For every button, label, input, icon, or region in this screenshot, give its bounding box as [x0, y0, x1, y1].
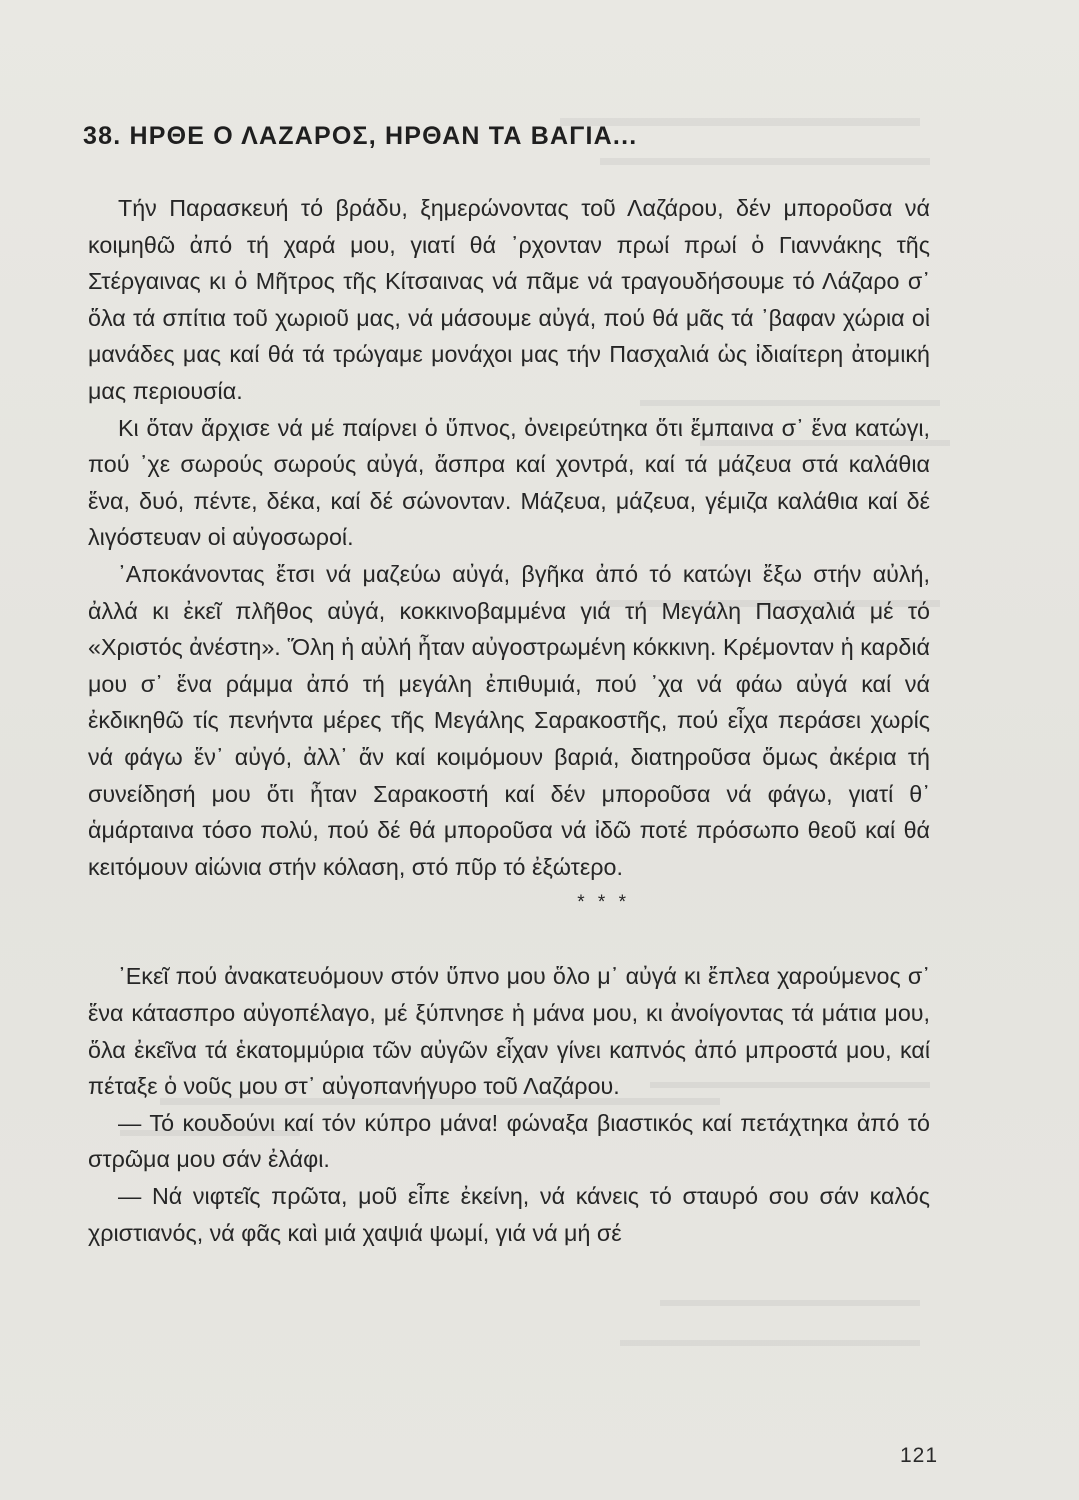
- dialogue-line-2: — Νά νιφτεῖς πρῶτα, μοῦ εἶπε ἐκείνη, νά κάνεις τό σταυρό σου σάν καλός χριστιανός, νά φᾶς καὶ μιά χαψιά ψωμί, γιά νά μή σέ: [88, 1183, 930, 1246]
- dialogue-line-1: — Τό κουδούνι καί τόν κύπρο μάνα! φώναξα βιαστικός καί πετάχτηκα ἀπό τό στρῶμα μου σάν ἐλάφι.: [88, 1109, 930, 1173]
- paragraph-3: ᾽Αποκάνοντας ἔτσι νά μαζεύω αὐγά, βγῆκα ἀπό τό κατώγι ἔξω στήν αὐλή, ἀλλά κι ἐκεῖ πλῆθος αὐγά, κοκκινοβαμμένα γιά τή Μεγάλη Πασχαλιά μέ τό «Χριστός ἀνέστη». Ὅλη ἡ αὐλή ἦταν αὐγοστρωμένη κόκκινη. Κρέμονταν ἡ καρδιά μου σ᾽ ἕνα ράμμα ἀπό τή μεγάλη ἐπιθυμιά, πού ᾽χα νά φάω αὐγά καί νά ἐκδικηθῶ τίς πενήντα μέρες τῆς Μεγάλης Σαρακοστῆς, πού εἶχα περάσει χωρίς νά φάγω ἕν᾽ αὐγό, ἀλλ᾽ ἄν καί κοιμόμουν βαριά, διατηροῦσα ὅμως ἀκέρια τή συνείδησή μου ὅτι ἦταν Σαρακοστή καί δέν μποροῦσα νά φάγω, γιατί θ᾽ ἁμάρταινα τόσο πολύ, πού δέ θά μποροῦσα νά ἰδῶ ποτέ πρόσωπο θεοῦ καί θά κειτόμουν αἰώνια στήν κόλαση, στό πῦρ τό ἐξώτερο.: [88, 560, 930, 880]
- page-number: 121: [900, 1444, 939, 1467]
- section-separator: * * *: [577, 892, 630, 914]
- paragraph-4: ᾽Εκεῖ πού ἀνακατευόμουν στόν ὕπνο μου ὅλο μ᾽ αὐγά κι ἔπλεα χαρούμενος σ᾽ ἕνα κάτασπρο αὐγοπέλαγο, μέ ξύπνησε ἡ μάνα μου, κι ἀνοίγοντας τά μάτια μου, ὅλα ἐκεῖνα τά ἑκατομμύρια τῶν αὐγῶν εἶχαν γίνει καπνός ἀπό μπροστά μου, καί πέταξε ὁ νοῦς μου στ᾽ αὐγοπανήγυρο τοῦ Λαζάρου.: [88, 963, 930, 1100]
- chapter-title: 38. ΗΡΘΕ Ο ΛΑΖΑΡΟΣ, ΗΡΘΑΝ ΤΑ ΒΑΓΙΑ...: [83, 122, 638, 150]
- paragraph-2: Κι ὅταν ἄρχισε νά μέ παίρνει ὁ ὕπνος, ὀνειρεύτηκα ὅτι ἔμπαινα σ᾽ ἕνα κατώγι, πού ᾽χε σωρούς σωρούς αὐγά, ἄσπρα καί χοντρά, καί τά μάζευα στά καλάθια ἕνα, δυό, πέντε, δέκα, καί δέ σώνονταν. Μάζευα, μάζευα, γέμιζα καλάθια καί δέ λιγόστευαν οἱ αὐγοσωροί.: [88, 414, 930, 551]
- body-text: [88, 190, 930, 1251]
- paragraph-1: Τήν Παρασκευή τό βράδυ, ξημερώνοντας τοῦ Λαζάρου, δέν μποροῦσα νά κοιμηθῶ ἀπό τή χαρά μου, γιατί θά ᾽ρχονταν πρωί πρωί ὁ Γιαννάκης τῆς Στέργαινας κι ὁ Μῆτρος τῆς Κίτσαινας νά πᾶμε νά τραγουδήσουμε τό Λάζαρο σ᾽ ὅλα τά σπίτια τοῦ χωριοῦ μας, νά μάσουμε αὐγά, πού θά μᾶς τά ᾽βαφαν χώρια οἱ μανάδες μας καί θά τά τρώγαμε μονάχοι μας τήν Πασχαλιά ὡς ἰδιαίτερη ἀτομική μας περιουσία.: [88, 195, 930, 404]
